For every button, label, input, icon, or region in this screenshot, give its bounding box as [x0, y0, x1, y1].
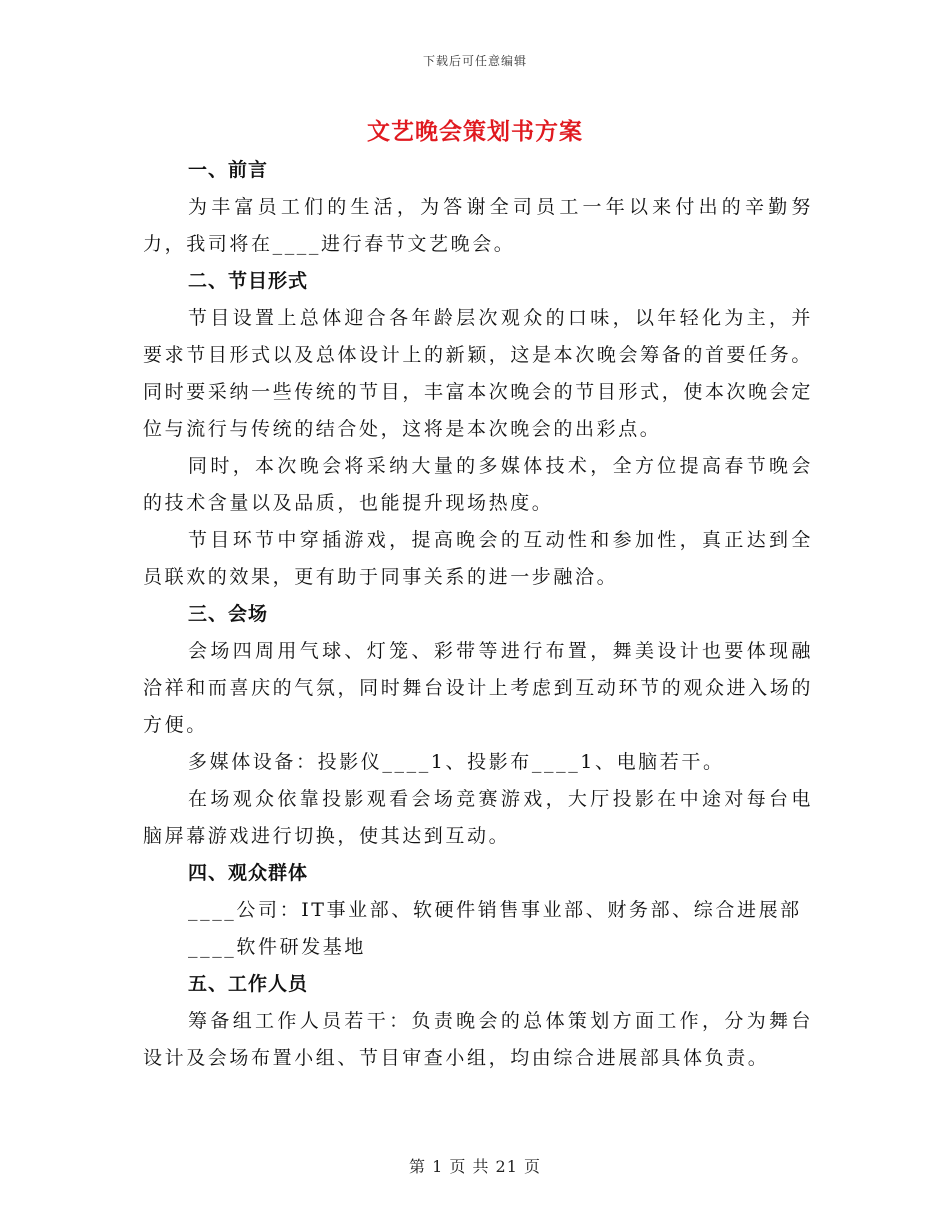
paragraph: 会场四周用气球、灯笼、彩带等进行布置，舞美设计也要体现融洽祥和而喜庆的气氛，同时舞台设计上考虑到互动环节的观众进入场的方便。: [143, 640, 813, 736]
audience-line: ____公司：IT事业部、软硬件销售事业部、财务部、综合进展部: [188, 899, 802, 921]
header-note: 下载后可任意编辑: [422, 54, 527, 68]
paragraph: 同时，本次晚会将采纳大量的多媒体技术，全方位提高春节晚会的技术含量以及品质，也能提升现场热度。: [143, 455, 813, 514]
audience-line: ____软件研发基地: [188, 936, 367, 958]
section-heading-preface: 一、前言: [188, 159, 269, 181]
section-heading-staff: 五、工作人员: [188, 973, 309, 995]
section-heading-program-format: 二、节目形式: [188, 270, 309, 292]
paragraph: 节目设置上总体迎合各年龄层次观众的口味，以年轻化为主，并要求节目形式以及总体设计上的新颖，这是本次晚会筹备的首要任务。同时要采纳一些传统的节目，丰富本次晚会的节目形式，使本次晚会定位与流行与传统的结合处，这将是本次晚会的出彩点。: [143, 307, 813, 440]
section-heading-venue: 三、会场: [188, 603, 269, 625]
document-title: 文艺晚会策划书方案: [367, 118, 583, 145]
paragraph: 节目环节中穿插游戏，提高晚会的互动性和参加性，真正达到全员联欢的效果，更有助于同事关系的进一步融洽。: [143, 529, 813, 588]
page-footer: 第 1 页 共 21 页: [409, 1157, 541, 1176]
paragraph: 在场观众依靠投影观看会场竞赛游戏，大厅投影在中途对每台电脑屏幕游戏进行切换，使其达到互动。: [143, 788, 813, 847]
document-body: [143, 152, 813, 1077]
paragraph: 筹备组工作人员若干：负责晚会的总体策划方面工作，分为舞台设计及会场布置小组、节目审查小组，均由综合进展部具体负责。: [143, 1010, 813, 1069]
paragraph: 为丰富员工们的生活，为答谢全司员工一年以来付出的辛勤努力，我司将在____进行春节文艺晚会。: [143, 196, 813, 255]
section-heading-audience: 四、观众群体: [188, 862, 309, 884]
paragraph: 多媒体设备：投影仪____1、投影布____1、电脑若干。: [188, 751, 725, 773]
